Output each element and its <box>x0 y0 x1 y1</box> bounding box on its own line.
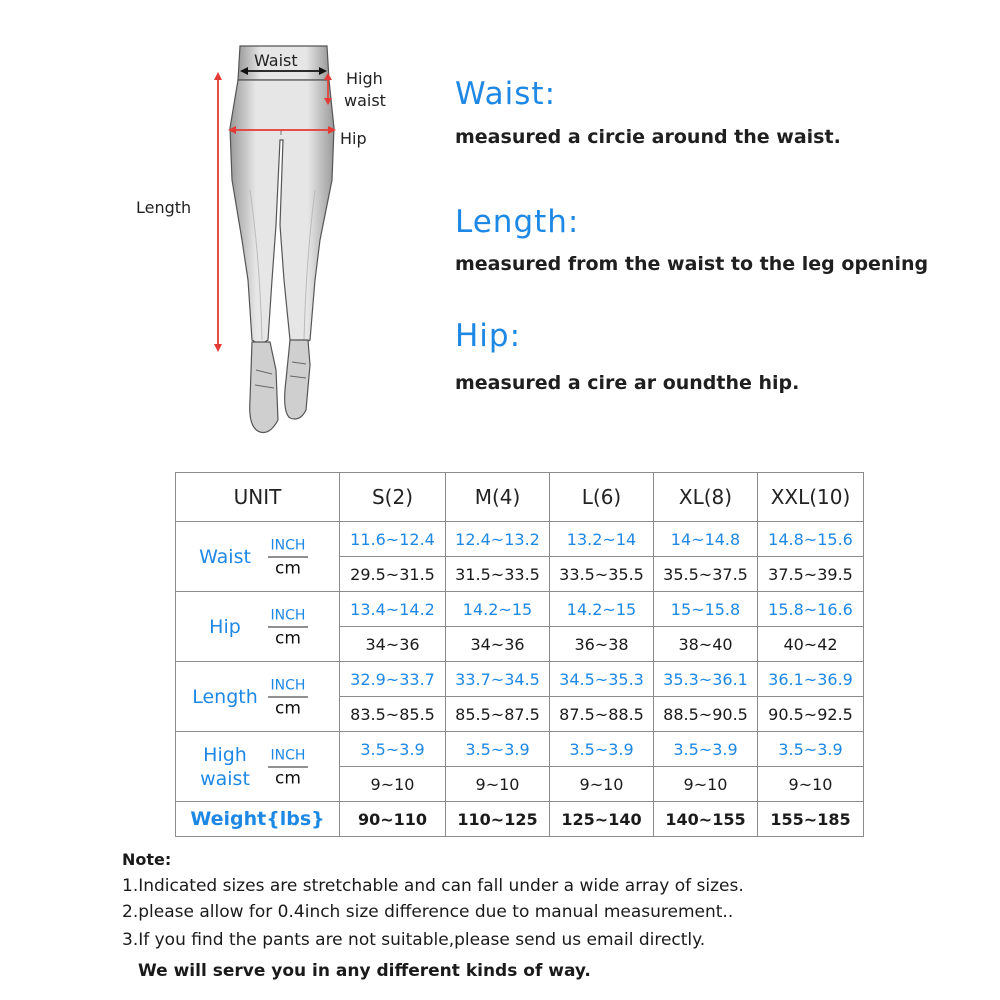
high-waist-label-line2: waist <box>344 91 386 110</box>
row-label-waist <box>176 522 340 592</box>
table-cell: 3.5~3.9 <box>446 732 550 767</box>
unit-cm: cm <box>275 698 301 718</box>
table-cell: 87.5~88.5 <box>550 697 654 732</box>
hip-label: Hip <box>340 129 367 148</box>
table-cell: 90~110 <box>340 802 446 837</box>
table-cell: 9~10 <box>446 767 550 802</box>
table-row-length-inch <box>176 662 864 697</box>
table-cell: 34~36 <box>340 627 446 662</box>
note-closing: We will serve you in any different kinds of way. <box>138 961 591 981</box>
table-cell: 38~40 <box>654 627 758 662</box>
table-row-waist-inch <box>176 522 864 557</box>
table-row-weight <box>176 802 864 837</box>
row-name-line2: waist <box>200 767 250 790</box>
table-cell: 31.5~33.5 <box>446 557 550 592</box>
table-cell: 13.4~14.2 <box>340 592 446 627</box>
length-definition-text: measured from the waist to the leg opening <box>455 253 929 275</box>
table-cell: 83.5~85.5 <box>340 697 446 732</box>
note-item: 2.please allow for 0.4inch size difference due to manual measurement.. <box>122 902 734 922</box>
table-cell: 140~155 <box>654 802 758 837</box>
weight-label: Weight{lbs} <box>176 802 340 837</box>
table-cell: 12.4~13.2 <box>446 522 550 557</box>
table-cell: 35.5~37.5 <box>654 557 758 592</box>
unit-inch: INCH <box>268 675 308 697</box>
table-cell: 34.5~35.3 <box>550 662 654 697</box>
length-label: Length <box>136 198 192 217</box>
table-cell: 14.2~15 <box>446 592 550 627</box>
table-cell: 90.5~92.5 <box>758 697 864 732</box>
hip-definition-title: Hip: <box>455 318 522 354</box>
unit-header: UNIT <box>176 473 340 522</box>
row-name: Length <box>192 685 258 708</box>
table-cell: 11.6~12.4 <box>340 522 446 557</box>
unit-cm: cm <box>275 558 301 578</box>
waist-definition-text: measured a circie around the waist. <box>455 126 841 148</box>
row-name-line1: High <box>203 743 247 766</box>
table-cell: 3.5~3.9 <box>550 732 654 767</box>
unit-cm: cm <box>275 768 301 788</box>
unit-fraction <box>268 605 308 648</box>
table-cell: 36~38 <box>550 627 654 662</box>
unit-fraction <box>268 675 308 718</box>
table-cell: 3.5~3.9 <box>340 732 446 767</box>
row-name: Hip <box>209 615 241 638</box>
table-cell: 9~10 <box>758 767 864 802</box>
table-cell: 14.8~15.6 <box>758 522 864 557</box>
table-row-hip-inch <box>176 592 864 627</box>
row-label-high-waist <box>176 732 340 802</box>
row-label-length <box>176 662 340 732</box>
table-cell: 40~42 <box>758 627 864 662</box>
table-cell: 3.5~3.9 <box>654 732 758 767</box>
table-header-row <box>176 473 864 522</box>
table-cell: 88.5~90.5 <box>654 697 758 732</box>
table-cell: 155~185 <box>758 802 864 837</box>
table-cell: 34~36 <box>446 627 550 662</box>
row-label-hip <box>176 592 340 662</box>
note-item: 3.If you find the pants are not suitable,please send us email directly. <box>122 930 706 950</box>
unit-inch: INCH <box>268 605 308 627</box>
table-cell: 3.5~3.9 <box>758 732 864 767</box>
waist-label: Waist <box>254 51 298 70</box>
unit-fraction <box>268 745 308 788</box>
unit-cm: cm <box>275 628 301 648</box>
row-name: Waist <box>199 545 251 568</box>
table-cell: 125~140 <box>550 802 654 837</box>
table-cell: 9~10 <box>550 767 654 802</box>
table-cell: 13.2~14 <box>550 522 654 557</box>
size-header: XL(8) <box>654 473 758 522</box>
size-header: L(6) <box>550 473 654 522</box>
waist-definition-title: Waist: <box>455 76 557 112</box>
note-title: Note: <box>122 850 172 869</box>
table-cell: 9~10 <box>654 767 758 802</box>
table-cell: 110~125 <box>446 802 550 837</box>
unit-inch: INCH <box>268 745 308 767</box>
table-cell: 9~10 <box>340 767 446 802</box>
table-cell: 36.1~36.9 <box>758 662 864 697</box>
table-cell: 33.7~34.5 <box>446 662 550 697</box>
table-cell: 85.5~87.5 <box>446 697 550 732</box>
row-name <box>182 732 268 801</box>
table-cell: 15~15.8 <box>654 592 758 627</box>
table-cell: 37.5~39.5 <box>758 557 864 592</box>
size-chart-table <box>175 472 864 837</box>
note-item: 1.Indicated sizes are stretchable and can fall under a wide array of sizes. <box>122 876 744 896</box>
table-cell: 15.8~16.6 <box>758 592 864 627</box>
size-header: S(2) <box>340 473 446 522</box>
leggings-illustration <box>120 40 420 440</box>
table-cell: 14.2~15 <box>550 592 654 627</box>
high-waist-label-line1: High <box>346 69 383 88</box>
table-cell: 14~14.8 <box>654 522 758 557</box>
length-definition-title: Length: <box>455 204 580 240</box>
size-header: XXL(10) <box>758 473 864 522</box>
size-header: M(4) <box>446 473 550 522</box>
unit-inch: INCH <box>268 535 308 557</box>
table-cell: 29.5~31.5 <box>340 557 446 592</box>
table-cell: 35.3~36.1 <box>654 662 758 697</box>
table-cell: 32.9~33.7 <box>340 662 446 697</box>
hip-definition-text: measured a cire ar oundthe hip. <box>455 372 800 394</box>
table-cell: 33.5~35.5 <box>550 557 654 592</box>
table-row-high-waist-inch <box>176 732 864 767</box>
unit-fraction <box>268 535 308 578</box>
